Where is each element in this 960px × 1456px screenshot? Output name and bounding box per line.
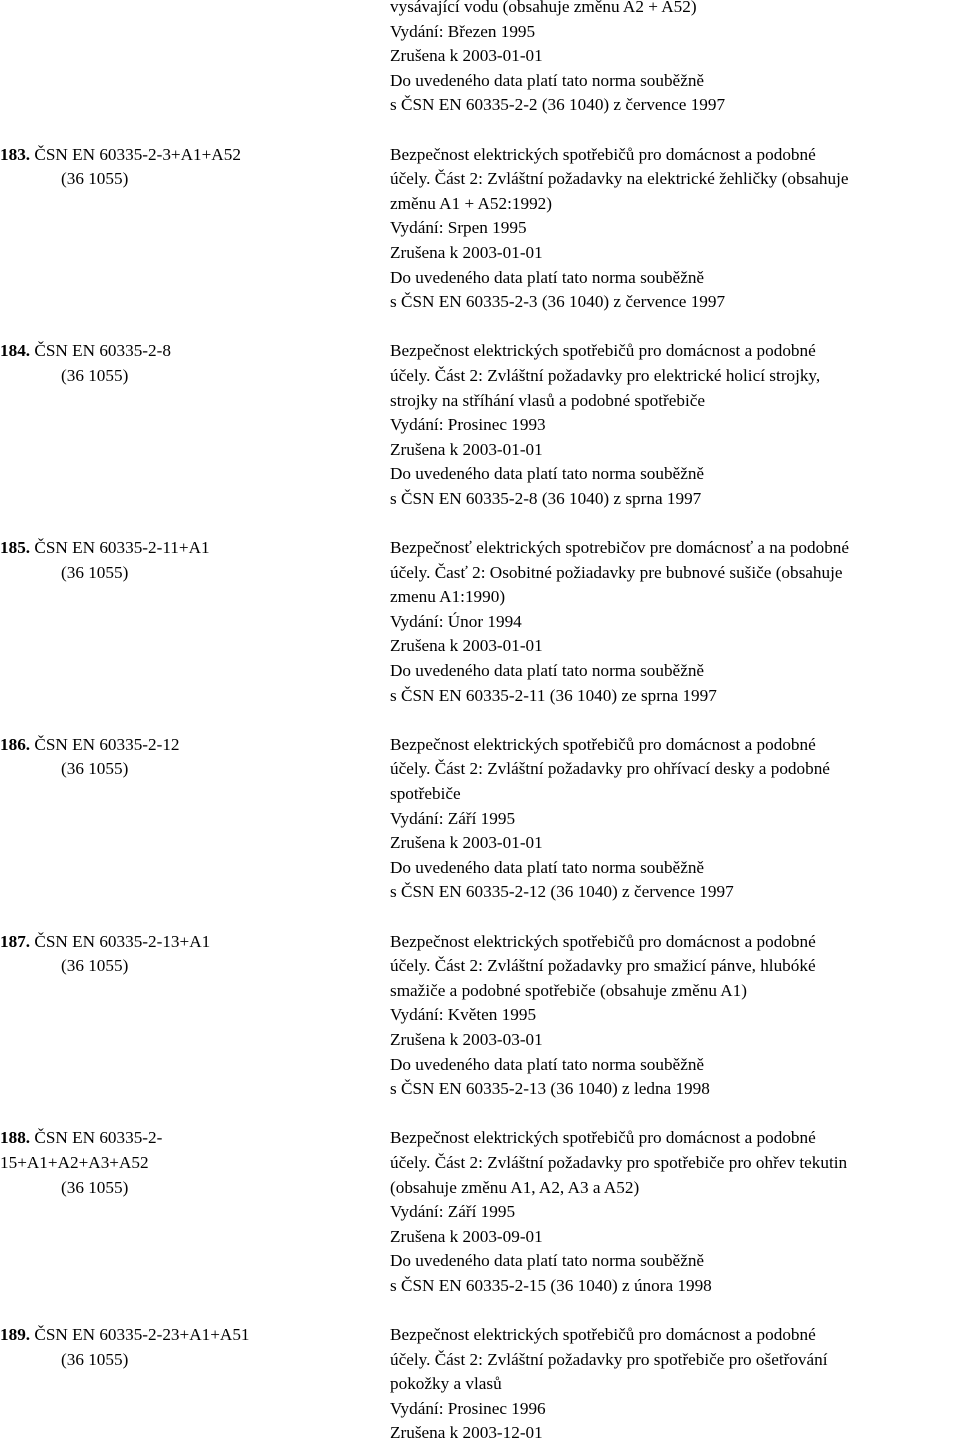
text-line: spotřebiče bbox=[390, 784, 461, 803]
class-code: (36 1055) bbox=[61, 169, 129, 189]
class-code: (36 1055) bbox=[61, 1177, 129, 1197]
continuation-entry bbox=[0, 0, 960, 118]
standard-entry bbox=[0, 930, 960, 1102]
text-line: zmenu A1:1990) bbox=[390, 587, 506, 607]
text-line: Zrušena k 2003-09-01 bbox=[390, 1226, 543, 1246]
standard-description bbox=[390, 733, 960, 905]
text-line: s ČSN EN 60335-2-3 (36 1040) z července 1997 bbox=[390, 292, 726, 312]
standard-description bbox=[390, 536, 960, 708]
text-line: Do uvedeného data platí tato norma souběžně bbox=[390, 661, 705, 681]
text-line: Vydání: Únor 1994 bbox=[390, 611, 522, 631]
text-line: Vydání: Září 1995 bbox=[390, 1202, 516, 1222]
text-line: Do uvedeného data platí tato norma souběžně bbox=[390, 857, 705, 877]
text-line: s ČSN EN 60335-2-15 (36 1040) z února 1998 bbox=[390, 1275, 712, 1295]
text-line: Zrušena k 2003-01-01 bbox=[390, 636, 543, 656]
text-line: Vydání: Prosinec 1993 bbox=[390, 415, 546, 435]
text-line: s ČSN EN 60335-2-12 (36 1040) z července 1997 bbox=[390, 882, 734, 902]
text-line: s ČSN EN 60335-2-2 (36 1040) z července 1997 bbox=[390, 95, 726, 115]
standard-description bbox=[390, 143, 960, 315]
text-line: Bezpečnost elektrických spotřebičů pro domácnost a podobné bbox=[390, 1325, 816, 1345]
standard-description bbox=[390, 339, 960, 511]
standard-code: ČSN EN 60335-2-8 bbox=[30, 341, 171, 361]
standard-code: ČSN EN 60335-2-13+A1 bbox=[30, 931, 211, 951]
entry-number: 185. bbox=[0, 538, 31, 558]
text-line: Do uvedeného data platí tato norma souběžně bbox=[390, 70, 705, 90]
standard-code-continuation: 15+A1+A2+A3+A52 bbox=[0, 1152, 149, 1172]
standard-description bbox=[390, 1126, 960, 1298]
text-line: Zrušena k 2003-12-01 bbox=[390, 1423, 543, 1443]
standard-designation bbox=[0, 930, 380, 979]
text-line: smažiče a podobné spotřebiče (obsahuje změnu A1) bbox=[390, 980, 747, 1000]
text-line: účely. Část 2: Zvláštní požadavky pro spotřebiče pro ošetřování bbox=[390, 1349, 828, 1369]
class-code: (36 1055) bbox=[61, 956, 129, 976]
standard-entry bbox=[0, 1323, 960, 1446]
class-code: (36 1055) bbox=[61, 759, 129, 779]
class-code: (36 1055) bbox=[61, 562, 129, 582]
standard-entry bbox=[0, 536, 960, 708]
standard-entry bbox=[0, 1126, 960, 1298]
text-line: Zrušena k 2003-01-01 bbox=[390, 242, 543, 262]
standard-description bbox=[390, 1323, 960, 1446]
standard-designation bbox=[0, 1126, 380, 1200]
standards-list bbox=[0, 143, 960, 1446]
text-line: s ČSN EN 60335-2-13 (36 1040) z ledna 1998 bbox=[390, 1079, 710, 1099]
text-line: Vydání: Září 1995 bbox=[390, 808, 516, 828]
text-line: účely. Časť 2: Osobitné požiadavky pre bubnové sušiče (obsahuje bbox=[390, 562, 843, 582]
class-code: (36 1055) bbox=[61, 1349, 129, 1369]
standard-code: ČSN EN 60335-2- bbox=[30, 1128, 163, 1148]
text-line: Vydání: Květen 1995 bbox=[390, 1005, 537, 1025]
text-line: Vydání: Březen 1995 bbox=[390, 21, 536, 41]
text-line: pokožky a vlasů bbox=[390, 1374, 502, 1394]
standard-designation bbox=[0, 143, 380, 192]
text-line: Bezpečnost elektrických spotřebičů pro domácnost a podobné bbox=[390, 931, 816, 951]
entry-number: 186. bbox=[0, 734, 31, 754]
text-line: účely. Část 2: Zvláštní požadavky pro elektrické holicí strojky, bbox=[390, 365, 821, 385]
standard-description bbox=[390, 930, 960, 1102]
text-line: účely. Část 2: Zvláštní požadavky na elektrické žehličky (obsahuje bbox=[390, 169, 849, 189]
text-line: účely. Část 2: Zvláštní požadavky pro ohřívací desky a podobné bbox=[390, 759, 830, 779]
entry-number: 189. bbox=[0, 1325, 31, 1345]
text-line: Do uvedeného data platí tato norma souběžně bbox=[390, 1251, 705, 1271]
text-line: Bezpečnost elektrických spotřebičů pro domácnost a podobné bbox=[390, 734, 816, 754]
standard-code: ČSN EN 60335-2-23+A1+A51 bbox=[30, 1325, 250, 1345]
standard-code: ČSN EN 60335-2-3+A1+A52 bbox=[30, 144, 241, 164]
text-line: Do uvedeného data platí tato norma souběžně bbox=[390, 464, 705, 484]
text-line: Bezpečnost elektrických spotřebičů pro domácnost a podobné bbox=[390, 144, 816, 164]
text-line: Zrušena k 2003-03-01 bbox=[390, 1029, 543, 1049]
class-code: (36 1055) bbox=[61, 365, 129, 385]
standard-entry bbox=[0, 339, 960, 511]
text-line: Zrušena k 2003-01-01 bbox=[390, 833, 543, 853]
text-line: Bezpečnost elektrických spotřebičů pro domácnost a podobné bbox=[390, 341, 816, 361]
text-line: Bezpečnosť elektrických spotrebičov pre domácnosť a na podobné bbox=[390, 538, 850, 558]
text-line: Zrušena k 2003-01-01 bbox=[390, 46, 543, 66]
text-line: Zrušena k 2003-01-01 bbox=[390, 439, 543, 459]
standard-designation bbox=[0, 339, 380, 388]
standard-code: ČSN EN 60335-2-12 bbox=[30, 734, 180, 754]
standard-designation bbox=[0, 1323, 380, 1372]
entry-number: 183. bbox=[0, 144, 31, 164]
entry-number: 184. bbox=[0, 341, 31, 361]
text-line: Do uvedeného data platí tato norma souběžně bbox=[390, 267, 705, 287]
standard-entry bbox=[0, 733, 960, 905]
entry-number: 188. bbox=[0, 1128, 31, 1148]
text-line: Vydání: Srpen 1995 bbox=[390, 218, 527, 238]
text-line: strojky na stříhání vlasů a podobné spotřebiče bbox=[390, 390, 706, 410]
text-line: Do uvedeného data platí tato norma souběžně bbox=[390, 1054, 705, 1074]
text-line: účely. Část 2: Zvláštní požadavky pro smažicí pánve, hlubóké bbox=[390, 956, 816, 976]
text-line: účely. Část 2: Zvláštní požadavky pro spotřebiče pro ohřev tekutin bbox=[390, 1152, 848, 1172]
standard-designation bbox=[0, 536, 380, 585]
text-line: Bezpečnost elektrických spotřebičů pro domácnost a podobné bbox=[390, 1128, 816, 1148]
text-line: změnu A1 + A52:1992) bbox=[390, 193, 552, 213]
continuation-text bbox=[390, 0, 960, 118]
text-line: s ČSN EN 60335-2-11 (36 1040) ze sprna 1997 bbox=[390, 685, 717, 705]
standard-entry bbox=[0, 143, 960, 315]
standard-designation bbox=[0, 733, 380, 782]
text-line: (obsahuje změnu A1, A2, A3 a A52) bbox=[390, 1177, 640, 1197]
text-line: Vydání: Prosinec 1996 bbox=[390, 1398, 546, 1418]
text-line: vysávající vodu (obsahuje změnu A2 + A52) bbox=[390, 0, 697, 16]
text-line: s ČSN EN 60335-2-8 (36 1040) z sprna 1997 bbox=[390, 488, 702, 508]
standard-code: ČSN EN 60335-2-11+A1 bbox=[30, 538, 210, 558]
entry-number: 187. bbox=[0, 931, 31, 951]
